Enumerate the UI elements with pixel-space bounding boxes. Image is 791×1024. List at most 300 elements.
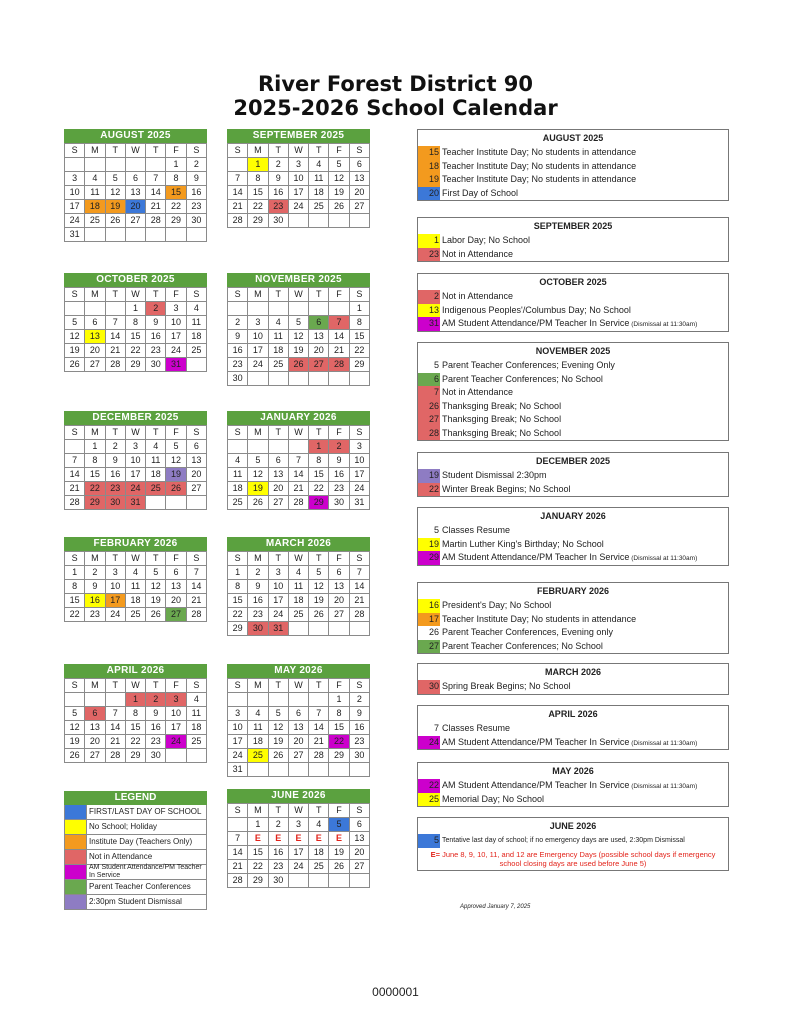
day-cell: 14 [349, 580, 369, 594]
day-cell: 16 [146, 721, 166, 735]
weekday-header: W [125, 552, 145, 566]
day-cell: 9 [268, 172, 288, 186]
legend-item [64, 850, 207, 865]
month-title: JANUARY 2026 [227, 411, 370, 425]
legend-label: 2:30pm Student Dismissal [89, 897, 182, 906]
legend-item [64, 805, 207, 820]
day-cell [288, 372, 308, 386]
event-text: Not in Attendance [442, 387, 514, 397]
day-cell: 9 [85, 580, 105, 594]
day-cell: 21 [309, 735, 329, 749]
day-cell: 25 [146, 482, 166, 496]
month-title: MARCH 2026 [227, 537, 370, 551]
day-cell: 24 [248, 358, 268, 372]
day-cell: 16 [268, 186, 288, 200]
day-cell: 6 [309, 316, 329, 330]
day-cell: 22 [166, 200, 186, 214]
event-row [418, 483, 728, 497]
day-cell: 27 [349, 860, 369, 874]
day-cell: 13 [85, 721, 105, 735]
day-cell: 25 [186, 735, 206, 749]
day-cell: 15 [248, 186, 268, 200]
weekday-header: W [125, 288, 145, 302]
day-cell: 5 [105, 172, 125, 186]
day-cell [268, 763, 288, 777]
day-cell: 22 [65, 608, 85, 622]
day-cell: 23 [349, 735, 369, 749]
day-cell: 6 [166, 566, 186, 580]
day-cell: 3 [105, 566, 125, 580]
event-date: 23 [418, 248, 440, 262]
day-cell: 20 [125, 200, 145, 214]
day-cell: 14 [146, 186, 166, 200]
event-text: Labor Day; No School [442, 235, 531, 245]
day-cell: 8 [85, 454, 105, 468]
day-cell: 12 [248, 468, 268, 482]
day-cell: 19 [65, 735, 85, 749]
event-row [418, 160, 728, 174]
event-row [418, 626, 728, 640]
day-cell [309, 622, 329, 636]
events-month-title: DECEMBER 2025 [535, 456, 611, 466]
day-cell: 11 [186, 707, 206, 721]
day-cell: 16 [329, 468, 349, 482]
day-cell: 31 [65, 228, 85, 242]
day-cell: 8 [309, 454, 329, 468]
day-cell: 31 [349, 496, 369, 510]
day-cell: 23 [268, 200, 288, 214]
weekday-header: F [329, 144, 349, 158]
day-cell: 4 [309, 158, 329, 172]
day-cell [288, 302, 308, 316]
day-cell: 9 [146, 316, 166, 330]
day-cell [186, 496, 206, 510]
day-cell: 24 [288, 860, 308, 874]
month-title: NOVEMBER 2025 [227, 273, 370, 287]
weekday-header: S [186, 288, 206, 302]
event-row [418, 146, 728, 160]
day-cell [309, 302, 329, 316]
event-date: 16 [418, 599, 440, 613]
month-title: FEBRUARY 2026 [64, 537, 207, 551]
events-month-title: MAY 2026 [552, 766, 594, 776]
day-cell [329, 874, 349, 888]
day-cell: 7 [288, 454, 308, 468]
day-cell [248, 763, 268, 777]
legend-swatch [65, 835, 87, 849]
weekday-header: M [248, 426, 268, 440]
events-month-title: APRIL 2026 [548, 709, 598, 719]
day-cell: 4 [248, 707, 268, 721]
day-cell: 18 [85, 200, 105, 214]
day-cell: 22 [248, 860, 268, 874]
weekday-header: S [349, 426, 369, 440]
event-row [418, 834, 728, 848]
day-cell: 9 [186, 172, 206, 186]
day-cell [65, 158, 85, 172]
event-text: Memorial Day; No School [442, 793, 545, 804]
day-cell: 2 [329, 440, 349, 454]
day-cell: 1 [228, 566, 248, 580]
event-text: Not in Attendance [442, 248, 514, 259]
day-cell: 29 [349, 358, 369, 372]
event-date: 20 [418, 187, 440, 201]
day-cell: 11 [268, 330, 288, 344]
day-cell: 10 [288, 172, 308, 186]
day-cell: 22 [125, 344, 145, 358]
event-row [418, 400, 728, 414]
day-cell: 29 [125, 749, 145, 763]
day-cell: 5 [248, 454, 268, 468]
event-text: Teacher Institute Day; No students in attendance [442, 174, 637, 184]
day-cell: 1 [349, 302, 369, 316]
day-cell [166, 496, 186, 510]
month-events [417, 129, 729, 201]
legend-swatch [65, 895, 87, 909]
day-cell [186, 749, 206, 763]
weekday-header: M [248, 144, 268, 158]
day-cell: 7 [65, 454, 85, 468]
month-calendar [64, 411, 207, 510]
day-cell [288, 763, 308, 777]
day-cell: 23 [228, 358, 248, 372]
weekday-header: S [186, 144, 206, 158]
weekday-header: T [268, 679, 288, 693]
weekday-header: T [146, 552, 166, 566]
day-cell: 5 [268, 707, 288, 721]
month-events [417, 273, 729, 332]
day-cell: 1 [125, 693, 145, 707]
day-cell: 10 [65, 186, 85, 200]
day-cell: 13 [268, 468, 288, 482]
day-cell: 12 [268, 721, 288, 735]
legend-label: No School; Holiday [89, 822, 158, 831]
day-cell: 6 [349, 158, 369, 172]
day-cell [125, 228, 145, 242]
month-calendar [227, 129, 370, 228]
day-cell: 30 [349, 749, 369, 763]
day-cell: 18 [309, 846, 329, 860]
day-cell: 13 [125, 186, 145, 200]
day-cell: 2 [146, 693, 166, 707]
day-cell: 21 [329, 344, 349, 358]
day-cell: 14 [65, 468, 85, 482]
day-cell: 18 [186, 721, 206, 735]
day-cell: 1 [329, 693, 349, 707]
day-cell: 28 [186, 608, 206, 622]
day-cell: 5 [309, 566, 329, 580]
day-cell: 30 [268, 874, 288, 888]
event-date: 27 [418, 640, 440, 654]
event-date: 22 [418, 483, 440, 497]
day-cell: 24 [125, 482, 145, 496]
day-cell [329, 372, 349, 386]
day-cell: 3 [166, 302, 186, 316]
day-cell: 18 [146, 468, 166, 482]
month-events [417, 452, 729, 497]
weekday-header: S [228, 288, 248, 302]
day-cell [288, 214, 308, 228]
day-cell: 27 [309, 358, 329, 372]
day-cell: 4 [125, 566, 145, 580]
event-text: Martin Luther King's Birthday; No School [442, 538, 604, 549]
month-events [417, 817, 729, 871]
day-cell: 29 [85, 496, 105, 510]
day-cell: 28 [228, 874, 248, 888]
day-cell: 5 [146, 566, 166, 580]
day-cell: 5 [65, 316, 85, 330]
event-date: 5 [418, 834, 440, 848]
day-cell [85, 302, 105, 316]
day-cell: 6 [186, 440, 206, 454]
day-cell: 14 [309, 721, 329, 735]
day-cell: 28 [349, 608, 369, 622]
day-cell [228, 693, 248, 707]
day-cell: 11 [248, 721, 268, 735]
weekday-header: T [105, 679, 125, 693]
day-cell: 11 [186, 316, 206, 330]
weekday-header: T [105, 426, 125, 440]
month-title: APRIL 2026 [64, 664, 207, 678]
day-cell: 18 [125, 594, 145, 608]
day-cell [166, 749, 186, 763]
month-events [417, 507, 729, 566]
day-cell: 10 [166, 707, 186, 721]
day-cell: 15 [248, 846, 268, 860]
event-date: 24 [418, 736, 440, 750]
day-cell: 25 [268, 358, 288, 372]
day-cell: 24 [288, 200, 308, 214]
month-title: AUGUST 2025 [64, 129, 207, 143]
event-text: President's Day; No School [442, 600, 552, 610]
day-cell: 13 [349, 832, 369, 846]
event-row [418, 736, 728, 750]
weekday-header: T [146, 426, 166, 440]
day-cell: 18 [288, 594, 308, 608]
day-cell: 28 [105, 749, 125, 763]
day-cell: 29 [248, 874, 268, 888]
approved-date: Approved January 7, 2025 [460, 904, 531, 910]
day-cell: 21 [228, 200, 248, 214]
event-text: Parent Teacher Conferences; Evening Only [442, 360, 615, 370]
event-row [418, 317, 728, 331]
legend-label: Institute Day (Teachers Only) [89, 837, 193, 846]
day-cell: 4 [288, 566, 308, 580]
event-row [418, 373, 728, 387]
weekday-header: S [186, 552, 206, 566]
legend-item [64, 865, 207, 880]
day-cell: 10 [349, 454, 369, 468]
day-cell: 13 [85, 330, 105, 344]
legend-item [64, 835, 207, 850]
day-cell: 28 [228, 214, 248, 228]
day-cell: 4 [146, 440, 166, 454]
events-month-title: JUNE 2026 [549, 821, 597, 831]
day-cell: 7 [228, 172, 248, 186]
day-cell: 3 [248, 316, 268, 330]
day-cell: 11 [309, 172, 329, 186]
event-text: AM Student Attendance/PM Teacher In Service (Dismissal at 11:30am) [442, 318, 698, 328]
event-row [418, 551, 728, 565]
day-cell: 19 [105, 200, 125, 214]
weekday-header: T [105, 552, 125, 566]
event-row [418, 304, 728, 318]
day-cell [146, 228, 166, 242]
day-cell: 28 [288, 496, 308, 510]
day-cell: 7 [329, 316, 349, 330]
weekday-header: S [349, 804, 369, 818]
day-cell: 5 [166, 440, 186, 454]
event-text: Classes Resume [442, 525, 511, 535]
day-cell: 9 [248, 580, 268, 594]
event-row [418, 524, 728, 538]
legend-item [64, 895, 207, 910]
month-calendar [64, 273, 207, 372]
day-cell: 2 [85, 566, 105, 580]
day-cell: 3 [125, 440, 145, 454]
weekday-header: S [65, 288, 85, 302]
day-cell: 27 [329, 608, 349, 622]
day-cell: 16 [349, 721, 369, 735]
weekday-header: S [186, 426, 206, 440]
weekday-header: F [329, 426, 349, 440]
day-cell: 23 [248, 608, 268, 622]
legend-item [64, 820, 207, 835]
day-cell: 17 [349, 468, 369, 482]
day-cell: 3 [288, 818, 308, 832]
day-cell: 12 [65, 330, 85, 344]
day-cell [105, 302, 125, 316]
day-cell: 6 [329, 566, 349, 580]
day-cell: 31 [228, 763, 248, 777]
day-cell: E [288, 832, 308, 846]
day-cell: 16 [248, 594, 268, 608]
day-cell [65, 440, 85, 454]
weekday-header: S [349, 288, 369, 302]
day-cell: 17 [288, 846, 308, 860]
day-cell: 9 [228, 330, 248, 344]
legend [64, 791, 207, 910]
day-cell: 26 [166, 482, 186, 496]
month-events [417, 217, 729, 262]
weekday-header: F [329, 552, 349, 566]
day-cell: 12 [288, 330, 308, 344]
month-calendar [227, 273, 370, 386]
day-cell: 15 [228, 594, 248, 608]
day-cell: 27 [166, 608, 186, 622]
day-cell: 12 [329, 172, 349, 186]
day-cell: 27 [85, 749, 105, 763]
month-title: MAY 2026 [227, 664, 370, 678]
weekday-header: T [268, 426, 288, 440]
day-cell: 20 [85, 735, 105, 749]
event-text: First Day of School [442, 187, 519, 198]
event-row [418, 538, 728, 552]
day-cell: E [248, 832, 268, 846]
event-text: AM Student Attendance/PM Teacher In Service (Dismissal at 11:30am) [442, 736, 698, 747]
day-cell: 29 [329, 749, 349, 763]
day-cell [329, 302, 349, 316]
weekday-header: T [105, 144, 125, 158]
day-cell: 21 [288, 482, 308, 496]
day-cell: 15 [85, 468, 105, 482]
day-cell [186, 358, 206, 372]
day-cell [309, 874, 329, 888]
day-cell [309, 214, 329, 228]
day-cell: 10 [105, 580, 125, 594]
event-row [418, 187, 728, 201]
legend-swatch [65, 820, 87, 834]
day-cell: 30 [329, 496, 349, 510]
day-cell: 27 [186, 482, 206, 496]
day-cell [166, 228, 186, 242]
day-cell: 20 [268, 482, 288, 496]
day-cell: 4 [228, 454, 248, 468]
event-text: Tentative last day of school; if no emergency days are used, 2:30pm Dismissal [442, 837, 685, 844]
day-cell: 14 [329, 330, 349, 344]
day-cell: 28 [105, 358, 125, 372]
day-cell: 31 [125, 496, 145, 510]
event-date: 2 [418, 290, 440, 304]
day-cell [268, 372, 288, 386]
day-cell: 1 [166, 158, 186, 172]
legend-label: FIRST/LAST DAY OF SCHOOL [89, 807, 202, 816]
day-cell: 11 [228, 468, 248, 482]
event-text: Indigenous Peoples'/Columbus Day; No School [442, 304, 631, 315]
day-cell [329, 763, 349, 777]
day-cell: 2 [349, 693, 369, 707]
day-cell: 22 [248, 200, 268, 214]
event-row [418, 290, 728, 304]
day-cell: 12 [309, 580, 329, 594]
weekday-header: S [228, 144, 248, 158]
day-cell: 23 [186, 200, 206, 214]
weekday-header: T [268, 552, 288, 566]
event-row [418, 427, 728, 441]
day-cell: 4 [85, 172, 105, 186]
day-cell: 17 [166, 330, 186, 344]
event-text: Thanksging Break; No School [442, 414, 562, 424]
day-cell [228, 440, 248, 454]
day-cell [248, 440, 268, 454]
day-cell: 26 [288, 358, 308, 372]
day-cell: 16 [105, 468, 125, 482]
event-row [418, 359, 728, 373]
day-cell [248, 302, 268, 316]
day-cell: 3 [349, 440, 369, 454]
weekday-header: M [85, 144, 105, 158]
weekday-header: W [288, 804, 308, 818]
event-text: Not in Attendance [442, 291, 514, 301]
day-cell: 12 [65, 721, 85, 735]
day-cell: 30 [146, 749, 166, 763]
event-text: Teacher Institute Day; No students in attendance [442, 147, 637, 157]
event-row [418, 680, 728, 694]
day-cell: E [268, 832, 288, 846]
day-cell: 6 [125, 172, 145, 186]
event-text: Teacher Institute Day; No students in attendance [442, 613, 637, 624]
event-row [418, 386, 728, 400]
weekday-header: T [146, 144, 166, 158]
day-cell: 17 [105, 594, 125, 608]
event-date: 29 [418, 551, 440, 565]
day-cell: 22 [309, 482, 329, 496]
day-cell [105, 693, 125, 707]
event-row [418, 234, 728, 248]
day-cell: 10 [125, 454, 145, 468]
event-text: Parent Teacher Conferences; No School [442, 373, 603, 384]
day-cell: 21 [186, 594, 206, 608]
